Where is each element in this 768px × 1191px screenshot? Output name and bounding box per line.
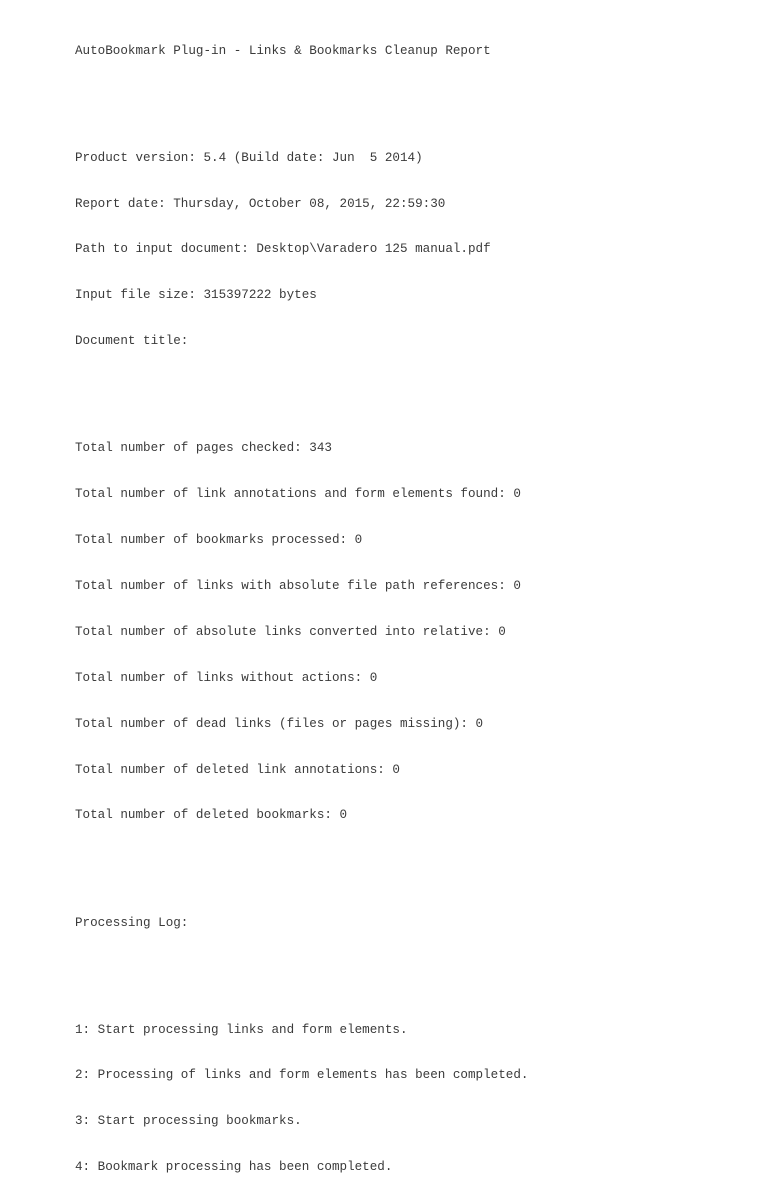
- input-path: Path to input document: Desktop\Varadero 125 manual.pdf: [75, 242, 491, 257]
- report-date: Report date: Thursday, October 08, 2015, 22:59:30: [75, 196, 446, 211]
- document-title: Document title:: [75, 334, 189, 349]
- cleanup-report: [75, 13, 745, 1191]
- total-dead-links: Total number of dead links (files or pages missing): 0: [75, 716, 484, 731]
- product-version: Product version: 5.4 (Build date: Jun 5 2014): [75, 150, 423, 165]
- input-file-size: Input file size: 315397222 bytes: [75, 288, 317, 303]
- spacer: [75, 380, 745, 395]
- total-absolute-path-links: Total number of links with absolute file path references: 0: [75, 578, 521, 593]
- total-bookmarks-processed: Total number of bookmarks processed: 0: [75, 533, 363, 548]
- total-deleted-bookmarks: Total number of deleted bookmarks: 0: [75, 808, 348, 823]
- total-links-without-actions: Total number of links without actions: 0: [75, 670, 378, 685]
- spacer: [75, 854, 745, 869]
- total-pages-checked: Total number of pages checked: 343: [75, 441, 332, 456]
- spacer: [75, 961, 745, 976]
- spacer: [75, 89, 745, 104]
- report-title: AutoBookmark Plug-in - Links & Bookmarks Cleanup Report: [75, 43, 491, 58]
- log-entry: 3: Start processing bookmarks.: [75, 1114, 302, 1129]
- log-entry: 2: Processing of links and form elements has been completed.: [75, 1068, 529, 1083]
- log-heading: Processing Log:: [75, 915, 189, 930]
- total-deleted-annotations: Total number of deleted link annotations: 0: [75, 762, 400, 777]
- total-links-converted: Total number of absolute links converted into relative: 0: [75, 624, 506, 639]
- log-entry: 1: Start processing links and form elements.: [75, 1022, 408, 1037]
- log-entry: 4: Bookmark processing has been completed.: [75, 1160, 393, 1175]
- total-link-annotations: Total number of link annotations and form elements found: 0: [75, 487, 521, 502]
